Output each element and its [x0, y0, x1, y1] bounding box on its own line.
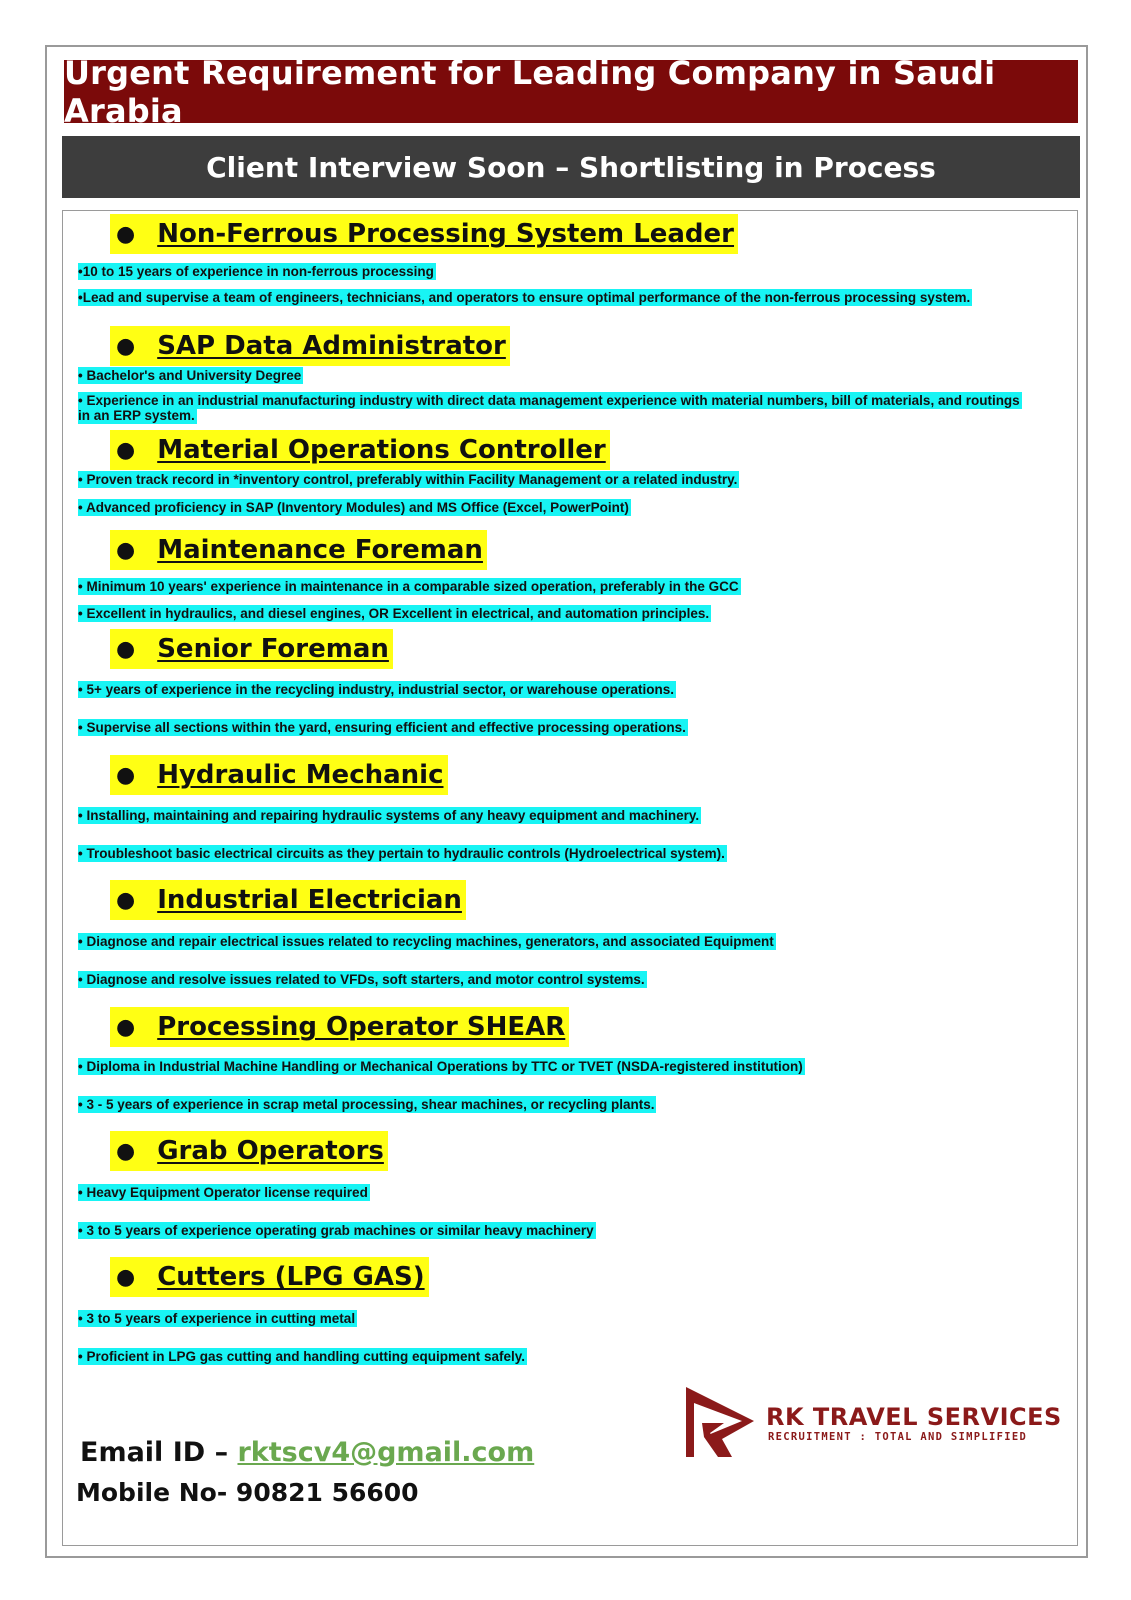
email-label: Email ID – [80, 1437, 238, 1468]
job-title [110, 1007, 569, 1047]
requirement: • Minimum 10 years' experience in maintenance in a comparable sized operation, preferably in the GCC [78, 579, 739, 594]
bullet-icon: ● [116, 1014, 136, 1040]
job-title-text: Processing Operator SHEAR [157, 1012, 566, 1042]
bullet-icon: ● [116, 333, 136, 359]
job-title [110, 880, 466, 920]
requirement: • 3 - 5 years of experience in scrap metal processing, shear machines, or recycling plants. [78, 1097, 655, 1112]
requirement: • Proficient in LPG gas cutting and handling cutting equipment safely. [78, 1349, 526, 1364]
bullet-icon: ● [116, 1138, 136, 1164]
job-title [110, 755, 448, 795]
job-title-text: Grab Operators [157, 1136, 384, 1166]
requirement: • Diagnose and repair electrical issues related to recycling machines, generators, and associated Equipment [78, 934, 774, 949]
job-title [110, 326, 510, 366]
bullet-icon: ● [116, 537, 136, 563]
mobile-number: Mobile No- 90821 56600 [76, 1478, 419, 1507]
job-title-text: Cutters (LPG GAS) [157, 1262, 425, 1292]
requirement: • Troubleshoot basic electrical circuits as they pertain to hydraulic controls (Hydroelectrical system). [78, 846, 725, 861]
requirement: • Diploma in Industrial Machine Handling or Mechanical Operations by TTC or TVET (NSDA-registered institution) [78, 1059, 803, 1074]
email-link[interactable]: rktscv4@gmail.com [237, 1437, 535, 1468]
requirement: • Installing, maintaining and repairing hydraulic systems of any heavy equipment and machinery. [78, 808, 700, 823]
email-row [80, 1437, 534, 1468]
job-title [110, 1257, 429, 1297]
requirement: • Excellent in hydraulics, and diesel engines, OR Excellent in electrical, and automation principles. [78, 606, 710, 621]
bullet-icon: ● [116, 887, 136, 913]
bullet-icon: ● [116, 762, 136, 788]
job-title-text: SAP Data Administrator [157, 331, 506, 361]
bullet-icon: ● [116, 636, 136, 662]
page-subtitle: Client Interview Soon – Shortlisting in Process [62, 136, 1080, 198]
requirement: • Advanced proficiency in SAP (Inventory Modules) and MS Office (Excel, PowerPoint) [78, 500, 629, 515]
requirement: • Supervise all sections within the yard, ensuring efficient and effective processing operations. [78, 720, 686, 735]
requirement: • Heavy Equipment Operator license required [78, 1185, 368, 1200]
brand-tagline: RECRUITMENT : TOTAL AND SIMPLIFIED [768, 1431, 1028, 1443]
job-title-text: Non-Ferrous Processing System Leader [157, 219, 735, 249]
requirement: • Diagnose and resolve issues related to VFDs, soft starters, and motor control systems. [78, 972, 645, 987]
job-title-text: Senior Foreman [157, 634, 389, 664]
requirement: • 3 to 5 years of experience in cutting metal [78, 1311, 356, 1326]
requirement: • Experience in an industrial manufacturing industry with direct data management experience with material numbers, bill of materials, and routings in an ERP system. [78, 393, 1020, 423]
requirement: • 5+ years of experience in the recycling industry, industrial sector, or warehouse operations. [78, 682, 675, 697]
brand-name: RK TRAVEL SERVICES [766, 1403, 1062, 1431]
job-title [110, 214, 738, 254]
job-title [110, 1131, 388, 1171]
job-title [110, 629, 393, 669]
bullet-icon: ● [116, 437, 136, 463]
job-title-text: Hydraulic Mechanic [157, 760, 444, 790]
job-title [110, 430, 610, 470]
requirement: • Bachelor's and University Degree [78, 368, 302, 383]
bullet-icon: ● [116, 221, 136, 247]
job-title-text: Material Operations Controller [157, 435, 606, 465]
job-title [110, 530, 487, 570]
rk-travel-logo [682, 1383, 1062, 1463]
job-title-text: Maintenance Foreman [157, 535, 483, 565]
requirement: •Lead and supervise a team of engineers, technicians, and operators to ensure optimal performance of the non-ferrous processing system. [78, 290, 971, 305]
rk-logo-icon [682, 1383, 762, 1461]
job-title-text: Industrial Electrician [157, 885, 462, 915]
requirement: •10 to 15 years of experience in non-ferrous processing [78, 264, 434, 279]
requirement: • Proven track record in *inventory control, preferably within Facility Management or a related industry. [78, 472, 738, 487]
page-title: Urgent Requirement for Leading Company in Saudi Arabia [64, 60, 1078, 123]
bullet-icon: ● [116, 1264, 136, 1290]
requirement: • 3 to 5 years of experience operating grab machines or similar heavy machinery [78, 1223, 594, 1238]
